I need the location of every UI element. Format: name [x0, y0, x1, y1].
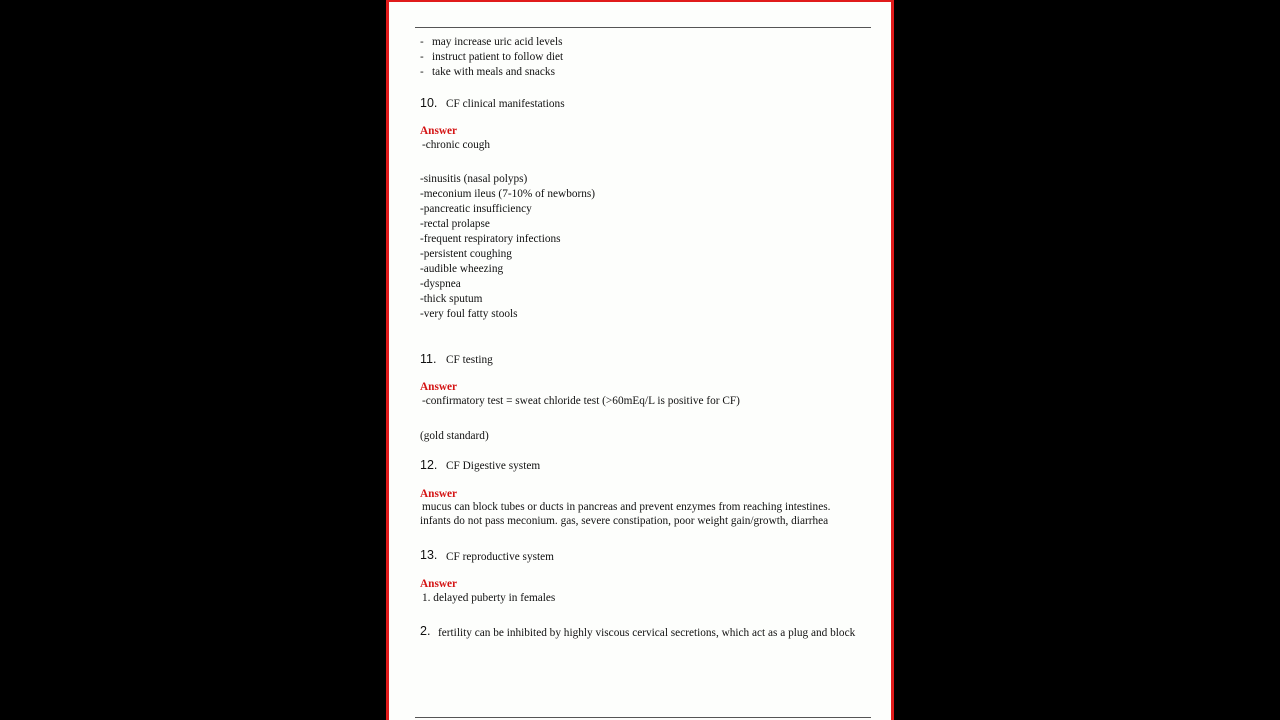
- question-number: 10.: [420, 96, 438, 110]
- list-item: -dyspnea: [420, 278, 461, 290]
- answer-text: (gold standard): [420, 430, 489, 442]
- bottom-rule: [415, 717, 871, 718]
- answer-label: Answer: [420, 125, 458, 137]
- bullet-dash: -: [420, 66, 424, 78]
- bullet-dash: -: [420, 36, 424, 48]
- answer-text: -chronic cough: [422, 139, 491, 151]
- bullet-item: take with meals and snacks: [432, 66, 555, 78]
- list-item: -frequent respiratory infections: [420, 233, 561, 245]
- answer-text: -confirmatory test = sweat chloride test (>60mEq/L is positive for CF): [422, 395, 740, 407]
- list-item: -audible wheezing: [420, 263, 504, 275]
- list-number: 2.: [420, 624, 431, 638]
- question-title: CF Digestive system: [446, 460, 541, 472]
- document-page: [386, 0, 894, 720]
- question-number: 11.: [420, 352, 437, 366]
- list-item: -rectal prolapse: [420, 218, 490, 230]
- list-item: -persistent coughing: [420, 248, 512, 260]
- list-item: -sinusitis (nasal polyps): [420, 173, 528, 185]
- answer-text: fertility can be inhibited by highly viscous cervical secretions, which act as a plug and block: [438, 627, 856, 639]
- bullet-dash: -: [420, 51, 424, 63]
- bullet-item: may increase uric acid levels: [432, 36, 563, 48]
- list-item: -very foul fatty stools: [420, 308, 518, 320]
- question-title: CF reproductive system: [446, 551, 554, 563]
- answer-label: Answer: [420, 578, 458, 590]
- question-number: 13.: [420, 548, 438, 562]
- answer-text: infants do not pass meconium. gas, severe constipation, poor weight gain/growth, diarrhea: [420, 515, 829, 527]
- question-title: CF testing: [446, 354, 493, 366]
- bullet-item: instruct patient to follow diet: [432, 51, 564, 63]
- question-number: 12.: [420, 458, 438, 472]
- answer-label: Answer: [420, 488, 458, 500]
- top-rule: [415, 27, 871, 28]
- answer-label: Answer: [420, 381, 458, 393]
- list-item: -meconium ileus (7-10% of newborns): [420, 188, 596, 200]
- list-item: -thick sputum: [420, 293, 483, 305]
- answer-text: 1. delayed puberty in females: [422, 592, 556, 604]
- answer-text: mucus can block tubes or ducts in pancreas and prevent enzymes from reaching intestines.: [422, 501, 831, 513]
- list-item: -pancreatic insufficiency: [420, 203, 532, 215]
- question-title: CF clinical manifestations: [446, 98, 565, 110]
